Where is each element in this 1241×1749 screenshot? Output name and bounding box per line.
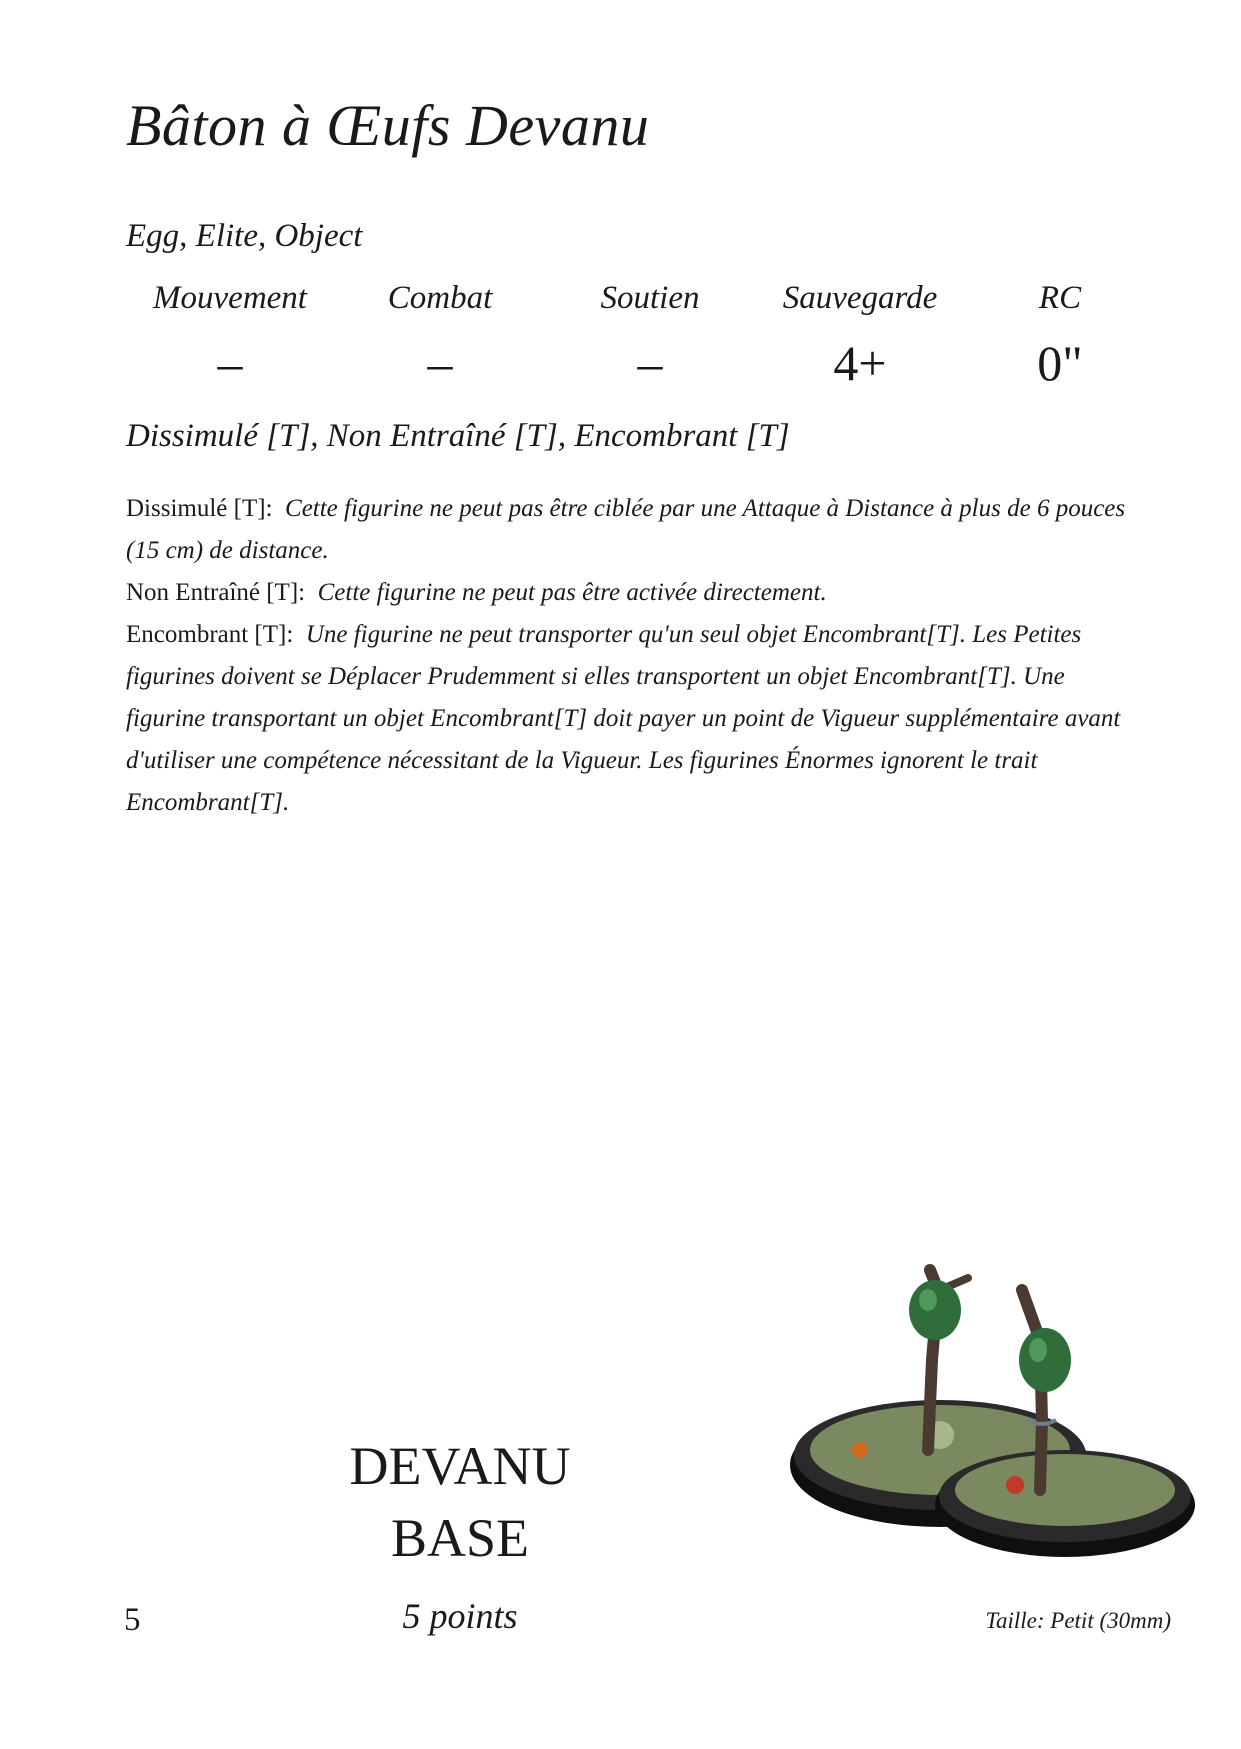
faction-name	[300, 1430, 620, 1574]
stat-value: –	[217, 335, 243, 391]
traits-line: Dissimulé [T], Non Entraîné [T], Encombrant [T]	[126, 418, 790, 454]
left-egg	[909, 1280, 961, 1340]
rules-text	[126, 488, 1126, 824]
stat-value: –	[427, 335, 453, 391]
stat-label: Sauvegarde	[782, 280, 938, 316]
right-egg-highlight	[1029, 1338, 1047, 1362]
left-flower	[852, 1442, 868, 1458]
rule-name: Non Entraîné [T]:	[126, 579, 306, 606]
size-label: Taille: Petit (30mm)	[985, 1608, 1171, 1633]
points-cost: 5 points	[402, 1596, 518, 1636]
card-title: Bâton à Œufs Devanu	[126, 93, 650, 158]
rule-text: Une figurine ne peut transporter qu'un seul objet Encombrant[T]. Les Petites figurines doivent se Déplacer Prudemment si elles transportent un objet Encombrant[T]. Une figurine transportant un objet Encombrant[T] doit payer un point de Vigueur supplémentaire avant d'utiliser une compétence nécessitant de la Vigueur. Les figurines Énormes ignorent le trait Encombrant[T].	[126, 621, 1121, 816]
stat-soutien	[550, 280, 750, 392]
stat-label: Soutien	[600, 280, 700, 316]
stat-combat	[340, 280, 540, 392]
stat-value: 4+	[833, 335, 887, 391]
stat-label: Combat	[387, 280, 493, 316]
stat-sauvegarde	[755, 280, 965, 392]
faction-line: DEVANU	[349, 1436, 571, 1496]
miniature-photo	[790, 1250, 1200, 1560]
left-egg-highlight	[919, 1289, 937, 1311]
stat-value: –	[637, 335, 663, 391]
rule-encombrant	[126, 614, 1126, 824]
rule-text: Cette figurine ne peut pas être activée directement.	[317, 579, 827, 606]
stat-movement	[130, 280, 330, 392]
rule-name: Dissimulé [T]:	[126, 495, 273, 522]
rule-dissimule	[126, 488, 1126, 572]
right-flower	[1006, 1476, 1024, 1494]
stat-value: 0"	[1037, 335, 1083, 391]
right-egg	[1019, 1328, 1071, 1392]
faction-line: BASE	[390, 1508, 530, 1568]
stat-label: Mouvement	[153, 280, 307, 316]
rule-name: Encombrant [T]:	[126, 621, 294, 648]
stat-rc	[985, 280, 1135, 392]
stat-label: RC	[1038, 280, 1082, 316]
keywords: Egg, Elite, Object	[126, 218, 363, 254]
right-grass	[955, 1454, 1175, 1526]
rule-text: Cette figurine ne peut pas être ciblée par une Attaque à Distance à plus de 6 pouces (15 cm) de distance.	[126, 495, 1126, 564]
page-number: 5	[124, 1602, 141, 1638]
rule-non-entraine	[126, 572, 1126, 614]
